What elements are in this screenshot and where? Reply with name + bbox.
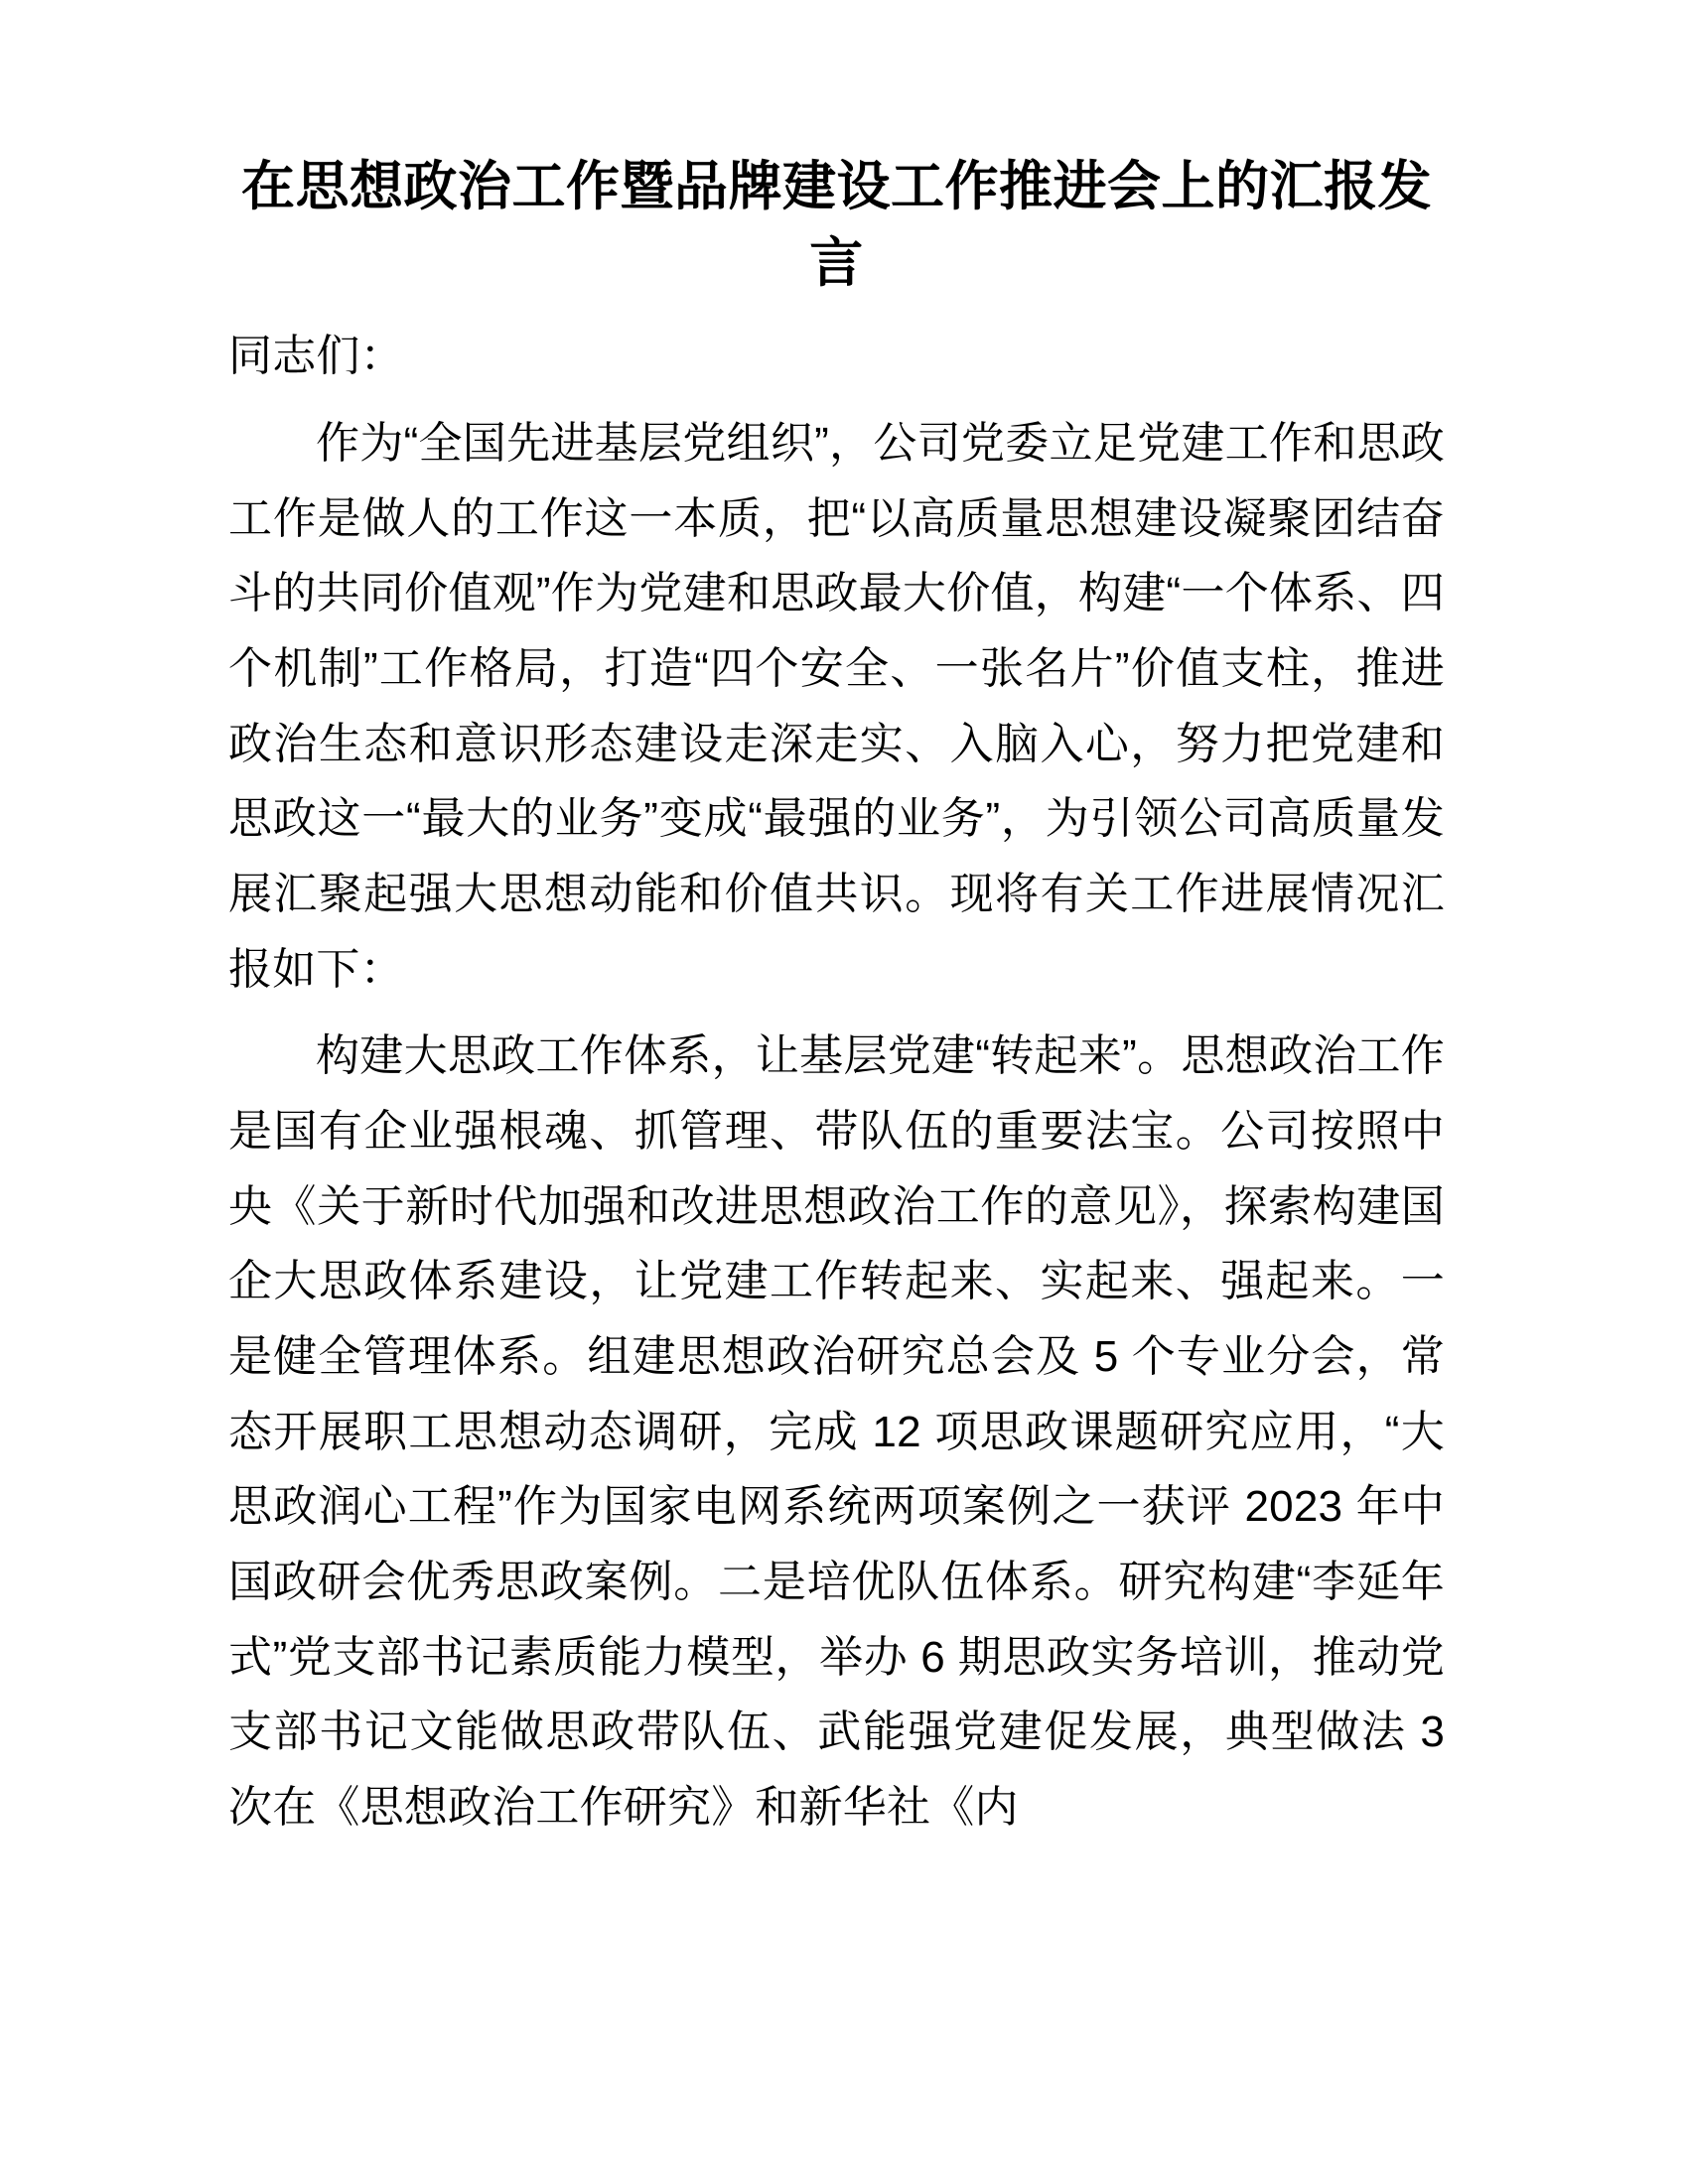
- body-paragraph-1: 作为“全国先进基层党组织”，公司党委立足党建工作和思政工作是做人的工作这一本质，把“以高质量思想建设凝聚团结奋斗的共同价值观”作为党建和思政最大价值，构建“一个体系、四个机制”工作格局，打造“四个安全、一张名片”价值支柱，推进政治生态和意识形态建设走深走实、入脑入心，努力把党建和思政这一“最大的业务”变成“最强的业务”，为引领公司高质量发展汇聚起强大思想动能和价值共识。现将有关工作进展情况汇报如下：: [228, 419, 1445, 994]
- page-title: 在思想政治工作暨品牌建设工作推进会上的汇报发言: [241, 157, 1432, 293]
- body-paragraph-2: 构建大思政工作体系，让基层党建“转起来”。思想政治工作是国有企业强根魂、抓管理、带队伍的重要法宝。公司按照中央《关于新时代加强和改进思想政治工作的意见》，探索构建国企大思政体系建设，让党建工作转起来、实起来、强起来。一是健全管理体系。组建思想政治研究总会及 5 个专业分会，常态开展职工思想动态调研，完成 12 项思政课题研究应用，“大思政润心工程”作为国家电网系统两项案例之一获评 2023 年中国政研会优秀思政案例。二是培优队伍体系。研究构建“李延年式”党支部书记素质能力模型，举办 6 期思政实务培训，推动党支部书记文能做思政带队伍、武能强党建促发展，典型做法 3 次在《思想政治工作研究》和新华社《内: [228, 1031, 1445, 1833]
- salutation-line: 同志们：: [228, 332, 404, 381]
